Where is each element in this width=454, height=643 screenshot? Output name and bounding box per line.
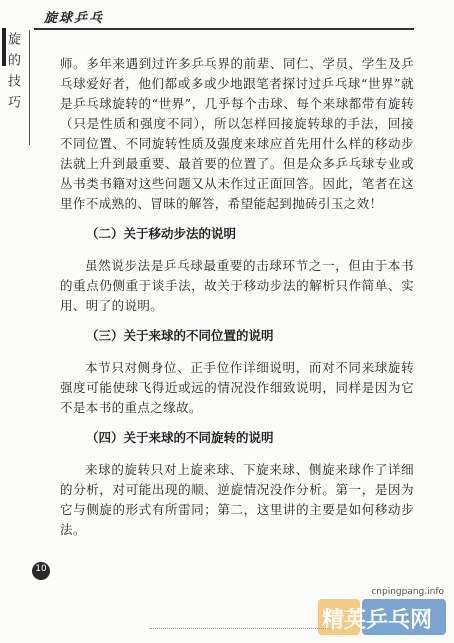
paragraph: 来球的旋转只对上旋来球、下旋来球、侧旋来球作了详细的分析，对可能出现的顺、逆旋情况没作分析。第一，是因为它与侧旋的形式有所雷同；第二，这里讲的主要是如何移动步法。 (60, 462, 414, 537)
watermark-url: cnpingpang.info (371, 587, 444, 597)
page-number: 10 (35, 564, 47, 574)
section-heading: （三）关于来球的不同位置的说明 (86, 328, 274, 343)
side-title: 旋的技巧 (5, 32, 20, 116)
page-body (60, 54, 414, 550)
watermark-brand: 精英乒乓网 (322, 608, 433, 633)
section-heading: （四）关于来球的不同旋转的说明 (86, 430, 274, 445)
header-rule (34, 28, 414, 30)
running-header: 旋球乒乓 (44, 11, 105, 26)
paragraph: 本节只对侧身位、正手位作详细说明，而对不同来球旋转强度可能使球飞得近或远的情况没作细致说明，同样是因为它不是本书的重点之缘故。 (60, 360, 414, 415)
bottom-scan-marks (150, 628, 330, 631)
paragraph: 师。多年来遇到过许多乒乓界的前辈、同仁、学员、学生及乒乓球爱好者，他们都或多或少地跟笔者探讨过乒乓球“世界”就是乒乓球旋转的“世界”，几乎每个击球、每个来球都带有旋转（只是性质和强度不同），所以怎样回接旋转球的手法，回接不同位置、不同旋转性质及强度来球应首先用什么样的移动步法就上升到最重要、最首要的位置了。但是众多乒乓球专业或丛书类书籍对这些问题又从未作过正面回答。因此，笔者在这里作不成熟的、冒昧的解答，希望能起到抛砖引玉之效！ (60, 56, 414, 211)
side-rule (29, 30, 30, 145)
watermark-logo (318, 597, 448, 637)
section-heading: （二）关于移动步法的说明 (86, 226, 237, 241)
paragraph: 虽然说步法是乒乓球最重要的击球环节之一，但由于本书的重点仍侧重于谈手法，故关于移动步法的解析只作简单、实用、明了的说明。 (60, 258, 414, 313)
